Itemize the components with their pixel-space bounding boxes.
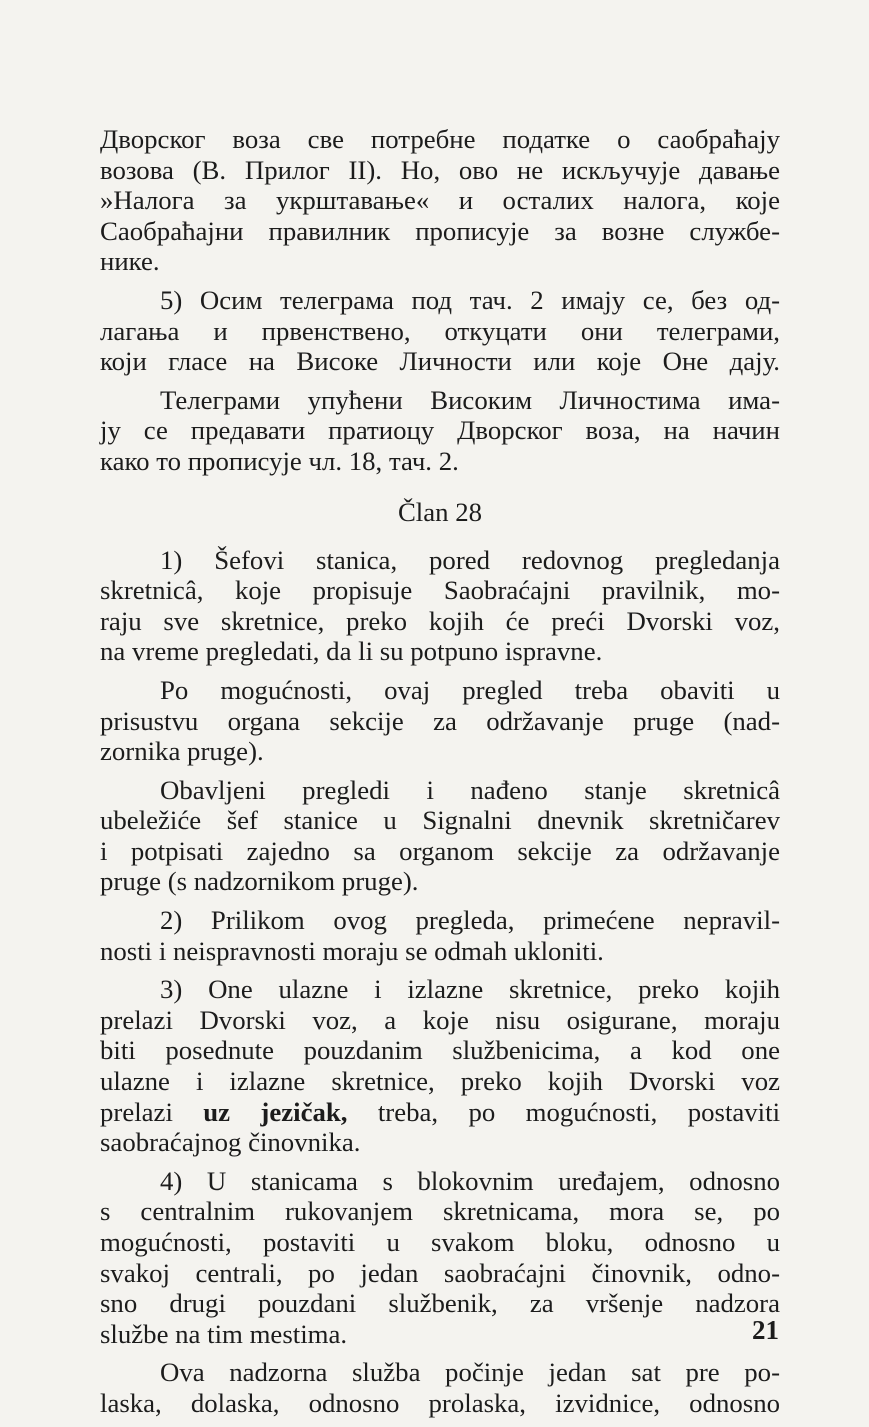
text-line-with-bold: [100, 1097, 780, 1128]
article-heading: Član 28: [397, 496, 483, 527]
paragraph-cyr-2: [100, 285, 780, 377]
text-line: 2) Prilikom ovog pregleda, primećene nepravil-: [160, 905, 780, 936]
paragraph-lat-2: [100, 675, 780, 767]
text-line: s centralnim rukovanjem skretnicama, mora se, po: [100, 1196, 780, 1227]
paragraph-lat-3: [100, 775, 780, 897]
text-line: pruge (s nadzornikom pruge).: [100, 866, 419, 897]
text-line: službe na tim mestima.: [100, 1318, 348, 1349]
page-number: 21: [752, 1315, 779, 1345]
paragraph-cyr-3: [100, 385, 780, 477]
text-line: Телеграми упућени Високим Личностима има-: [160, 384, 780, 415]
text-line: »Налога за укрштавање« и осталих налога, које: [100, 185, 780, 216]
text-fragment: treba, po mogućnosti, postaviti: [347, 1096, 781, 1127]
text-line: prelazi Dvorski voz, a koje nisu osigurane, moraju: [100, 1004, 780, 1035]
text-line: нике.: [100, 246, 160, 277]
paragraph-lat-4: [100, 905, 780, 966]
text-line: raju sve skretnice, preko kojih će preći Dvorski voz,: [100, 605, 780, 636]
text-line: zornika pruge).: [100, 736, 264, 767]
document-page: [100, 124, 780, 1427]
text-line: laska, dolaska, odnosno prolaska, izvidnice, odnosno: [100, 1387, 780, 1418]
text-line: лагања и првенствено, откуцати они телеграми,: [100, 315, 780, 346]
text-fragment: prelazi: [100, 1096, 204, 1127]
text-line: nosti i neispravnosti moraju se odmah ukloniti.: [100, 935, 604, 966]
text-line: Саобраћајни правилник прописује за возне службе-: [100, 215, 780, 246]
paragraph-lat-1: [100, 545, 780, 667]
text-line: Ova nadzorna služba počinje jedan sat pre po-: [160, 1357, 780, 1388]
text-line: који гласе на Високе Личности или које Оне дају.: [100, 346, 780, 377]
text-line: biti posednute pouzdanim službenicima, a kod one: [100, 1035, 780, 1066]
text-line: prisustvu organa sekcije za održavanje pruge (nad-: [100, 705, 780, 736]
text-line: ulazne i izlazne skretnice, preko kojih Dvorski voz: [100, 1066, 780, 1097]
paragraph-lat-7: [100, 1357, 780, 1418]
paragraph-lat-5: [100, 974, 780, 1158]
text-line: i potpisati zajedno sa organom sekcije za održavanje: [100, 835, 780, 866]
text-line: Po mogućnosti, ovaj pregled treba obaviti u: [160, 674, 780, 705]
text-line: 4) U stanicama s blokovnim uređajem, odnosno: [160, 1165, 780, 1196]
text-line: Дворског воза све потребне податке о саобраћају: [100, 124, 780, 154]
text-line: svakoj centrali, po jedan saobraćajni činovnik, odno-: [100, 1257, 780, 1288]
text-line: ју се предавати пратиоцу Дворског воза, на начин: [100, 415, 780, 446]
bold-text: uz jezičak,: [203, 1096, 348, 1127]
text-line: na vreme pregledati, da li su potpuno ispravne.: [100, 636, 603, 667]
text-line: 3) One ulazne i izlazne skretnice, preko kojih: [160, 974, 780, 1005]
text-line: skretnicâ, koje propisuje Saobraćajni pravilnik, mo-: [100, 575, 780, 606]
text-line: 5) Осим телеграма под тач. 2 имају се, без од-: [160, 284, 780, 315]
text-line: ubeležiće šef stanice u Signalni dnevnik skretničarev: [100, 805, 780, 836]
text-line: saobraćajnog činovnika.: [100, 1127, 361, 1158]
text-line: sno drugi pouzdani službenik, za vršenje nadzora: [100, 1288, 780, 1319]
paragraph-lat-6: [100, 1166, 780, 1350]
text-line: возова (В. Прилог II). Но, ово не искључује давање: [100, 154, 780, 185]
text-line: 1) Šefovi stanica, pored redovnog pregledanja: [160, 544, 780, 575]
text-line: како то прописује чл. 18, тач. 2.: [100, 445, 459, 476]
paragraph-cyr-1: [100, 124, 780, 277]
text-line: Obavljeni pregledi i nađeno stanje skretnicâ: [160, 774, 780, 805]
text-line: mogućnosti, postaviti u svakom bloku, odnosno u: [100, 1227, 780, 1257]
